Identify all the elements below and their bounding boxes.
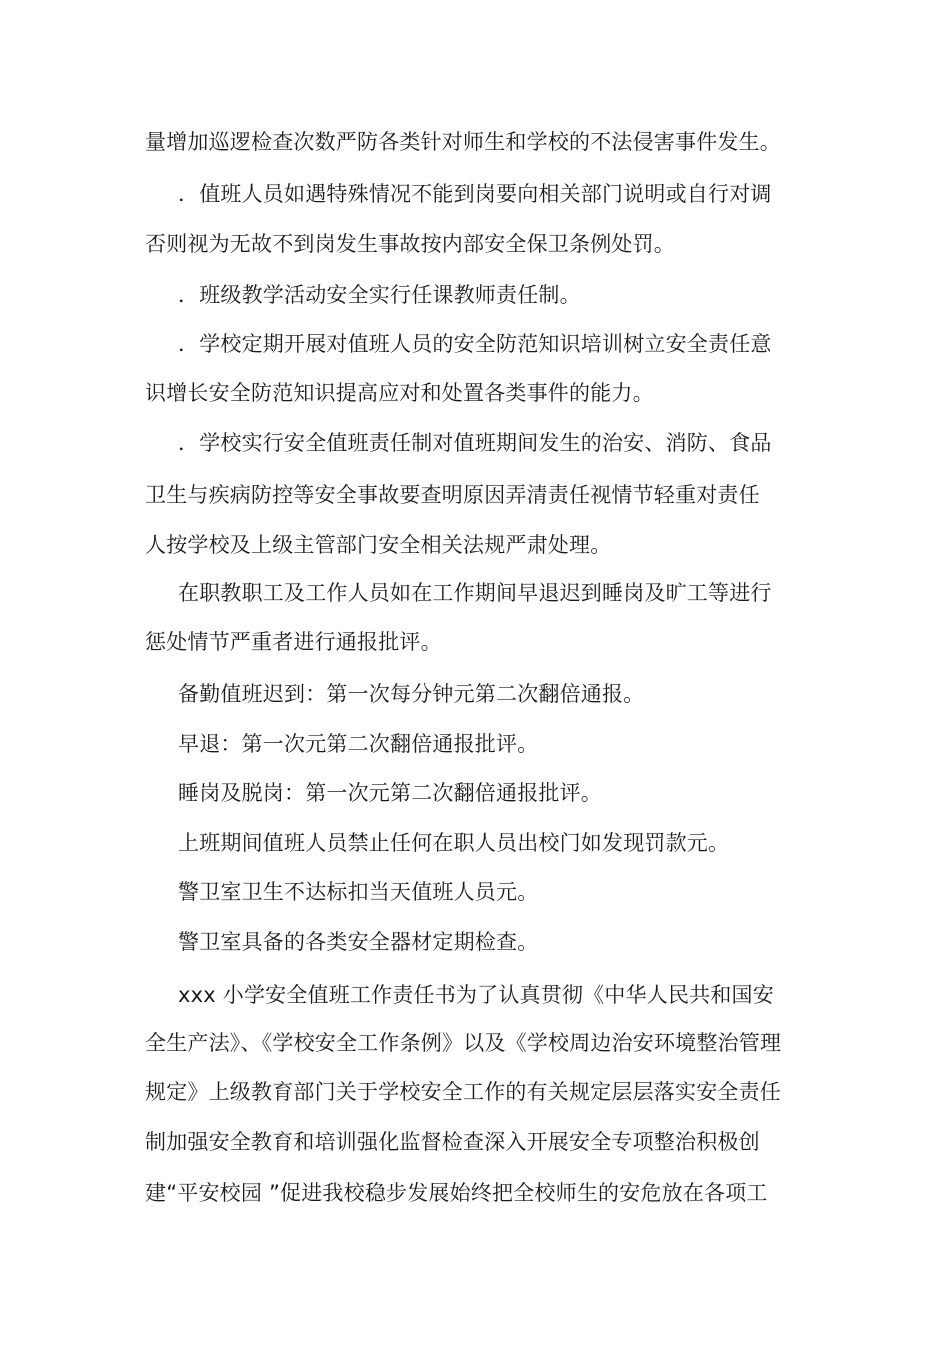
text-line: 规定》上级教育部门关于学校安全工作的有关规定层层落实安全责任 [145, 1080, 781, 1104]
list-item: ．学校实行安全值班责任制对值班期间发生的治安、消防、食品 [178, 431, 772, 455]
text-line: 卫生与疾病防控等安全事故要查明原因弄清责任视情节轻重对责任 [145, 483, 760, 507]
text-line: 惩处情节严重者进行通报批评。 [145, 630, 442, 654]
text-line: 人按学校及上级主管部门安全相关法规严肃处理。 [145, 533, 612, 557]
paragraph-start: 在职教职工及工作人员如在工作期间早退迟到睡岗及旷工等进行 [178, 581, 772, 605]
rule-item: 上班期间值班人员禁止任何在职人员出校门如发现罚款元。 [178, 831, 730, 855]
list-item: ．学校定期开展对值班人员的安全防范知识培训树立安全责任意 [178, 332, 772, 356]
rule-item: 早退：第一次元第二次翻倍通报批评。 [178, 732, 539, 756]
rule-item: 备勤值班迟到：第一次每分钟元第二次翻倍通报。 [178, 682, 645, 706]
rule-item: 睡岗及脱岗：第一次元第二次翻倍通报批评。 [178, 781, 602, 805]
text-line: 量增加巡逻检查次数严防各类针对师生和学校的不法侵害事件发生。 [145, 130, 781, 154]
rule-item: 警卫室具备的各类安全器材定期检查。 [178, 930, 539, 954]
list-item: ．值班人员如遇特殊情况不能到岗要向相关部门说明或自行对调 [178, 182, 772, 206]
rule-item: 警卫室卫生不达标扣当天值班人员元。 [178, 880, 539, 904]
text-line: 识增长安全防范知识提高应对和处置各类事件的能力。 [145, 381, 654, 405]
text-line: 建“平安校园 ”促进我校稳步发展始终把全校师生的安危放在各项工 [145, 1181, 768, 1205]
text-line: 全生产法》、《学校安全工作条例》以及《学校周边治安环境整治管理 [145, 1031, 782, 1055]
text-line: 制加强安全教育和培训强化监督检查深入开展安全专项整治积极创 [145, 1130, 760, 1154]
text-line: 否则视为无故不到岗发生事故按内部安全保卫条例处罚。 [145, 232, 675, 256]
paragraph-start: xxx 小学安全值班工作责任书为了认真贯彻《中华人民共和国安 [178, 983, 774, 1007]
list-item: ．班级教学活动安全实行任课教师责任制。 [178, 283, 581, 307]
